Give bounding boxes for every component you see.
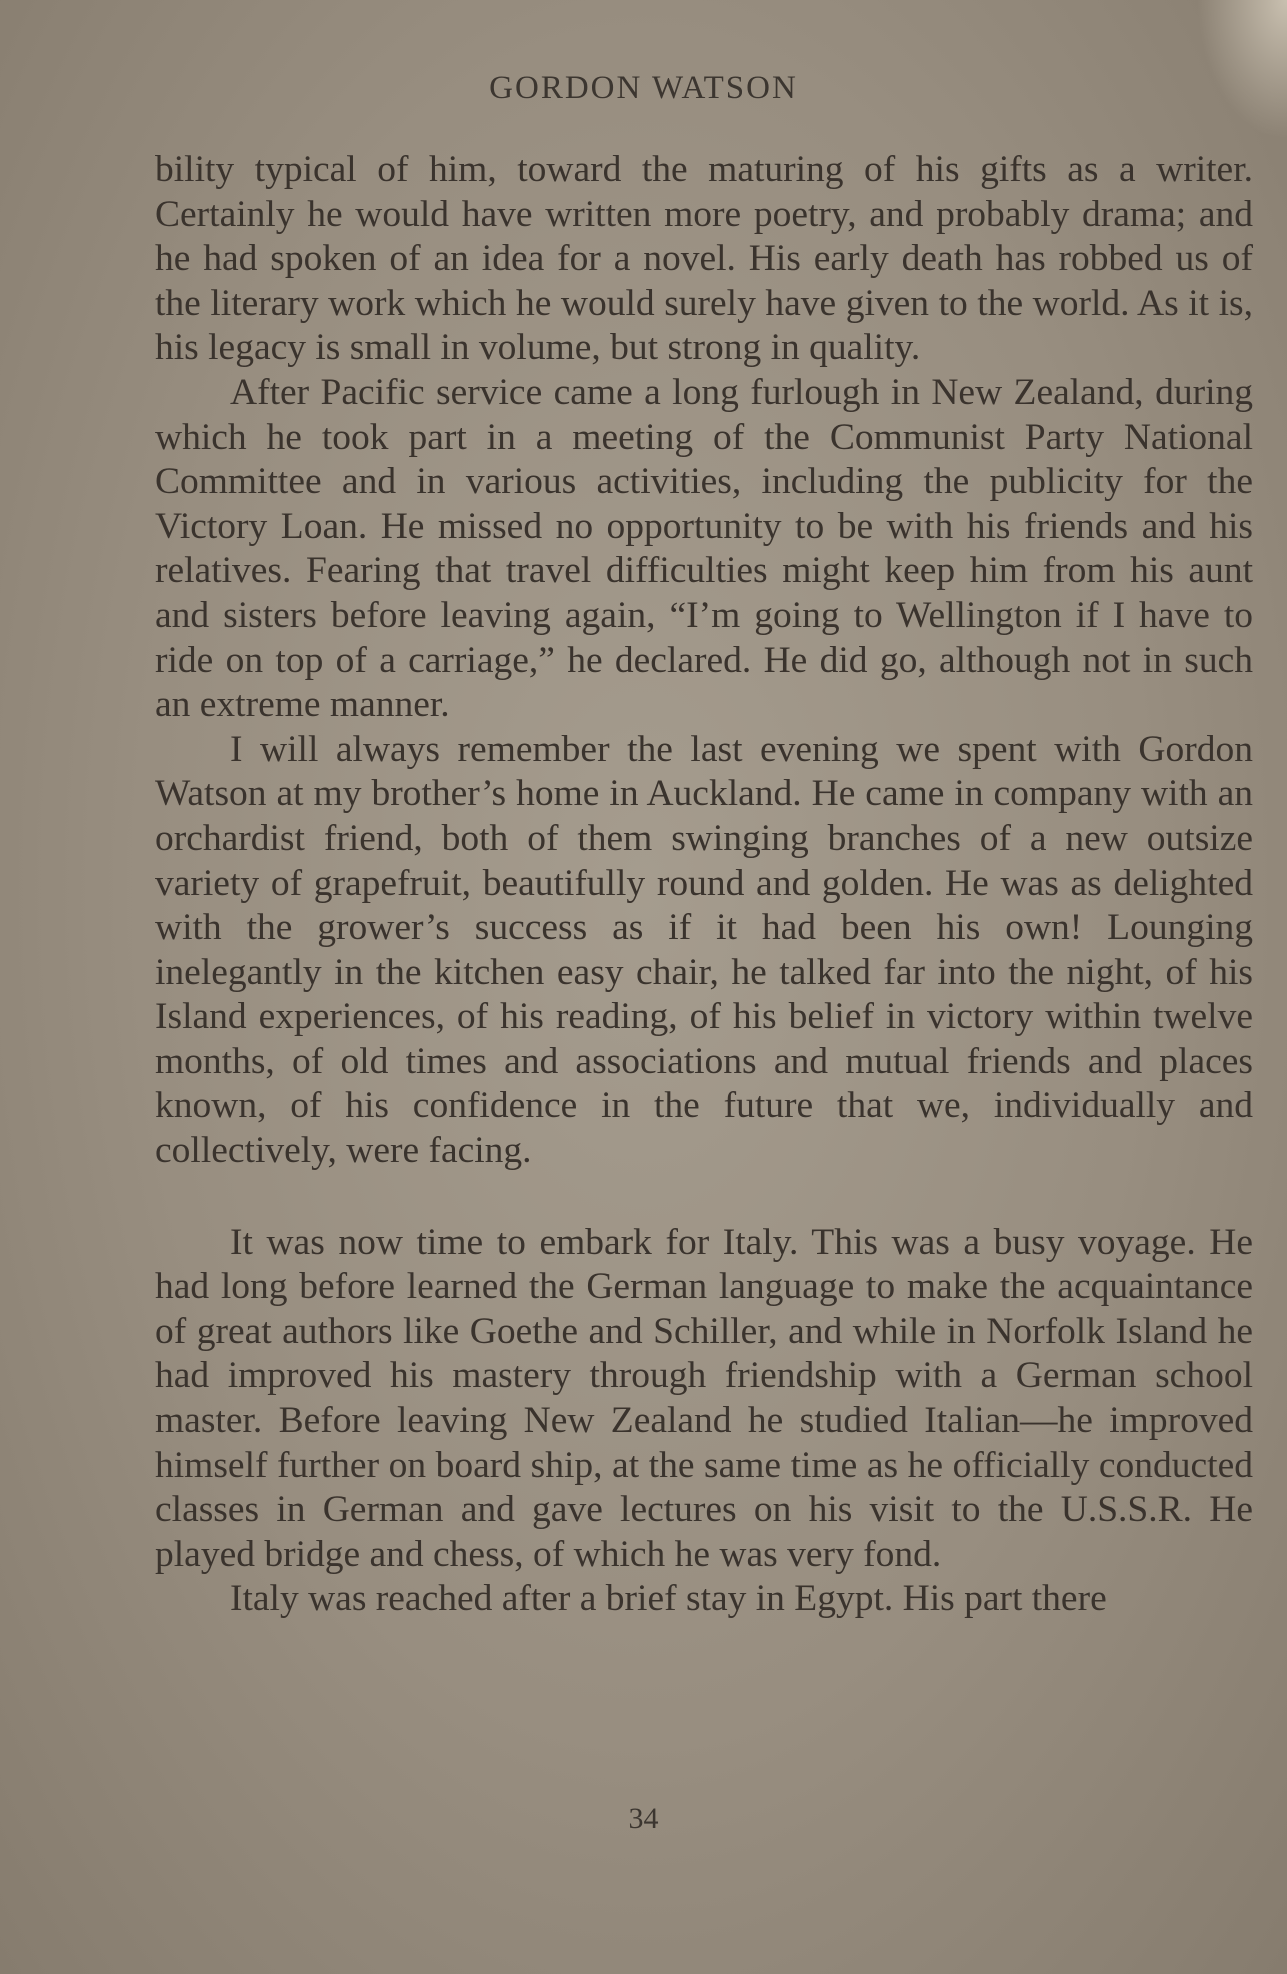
paragraph-continued: bility typical of him, toward the maturing of his gifts as a writer. Certainly he would have written more poetry, and probably drama; and he had spoken of an idea for a novel. His early death has robbed us of the literary work which he would surely have given to the world. As it is, his legacy is small in volume, but strong in quality. xyxy=(155,149,1253,369)
paragraph-italy-reached: Italy was reached after a brief stay in Egypt. His part there xyxy=(230,1578,1107,1620)
paragraph-pacific-service: After Pacific service came a long furlough in New Zealand, during which he took part in a meeting of the Communist Party National Committee and in various activities, including the publicity for the Victory Loan. He missed no opportunity to be with his friends and his relatives. Fearing that travel difficulties might keep him from his aunt and sisters before leaving again, “I’m going to Wellington if I have to ride on top of a carriage,” he declared. He did go, although not in such an extreme manner. xyxy=(155,371,1253,726)
body-text xyxy=(155,148,1253,1622)
page-number: 34 xyxy=(628,1802,659,1835)
paragraph-italy-voyage: It was now time to embark for Italy. This was a busy voyage. He had long before learned the German language to make the acquaintance of great authors like Goethe and Schiller, and while in Norfolk Island he had improved his mastery through friendship with a German school master. Before leaving New Zealand he studied Italian—he improved himself further on board ship, at the same time as he officially conducted classes in German and gave lectures on his visit to the U.S.S.R. He played bridge and chess, of which he was very fond. xyxy=(155,1221,1253,1575)
paragraph-last-evening: I will always remember the last evening we spent with Gordon Watson at my brother’s home in Auckland. He came in company with an orchardist friend, both of them swinging branches of a new outsize variety of grapefruit, beautifully round and golden. He was as delighted with the grower’s success as if it had been his own! Lounging inelegantly in the kitchen easy chair, he talked far into the night, of his Island experiences, of his reading, of his belief in victory within twelve months, of old times and associations and mutual friends and places known, of his confidence in the future that we, individually and collectively, were facing. xyxy=(155,728,1253,1172)
running-head: GORDON WATSON xyxy=(489,70,798,106)
